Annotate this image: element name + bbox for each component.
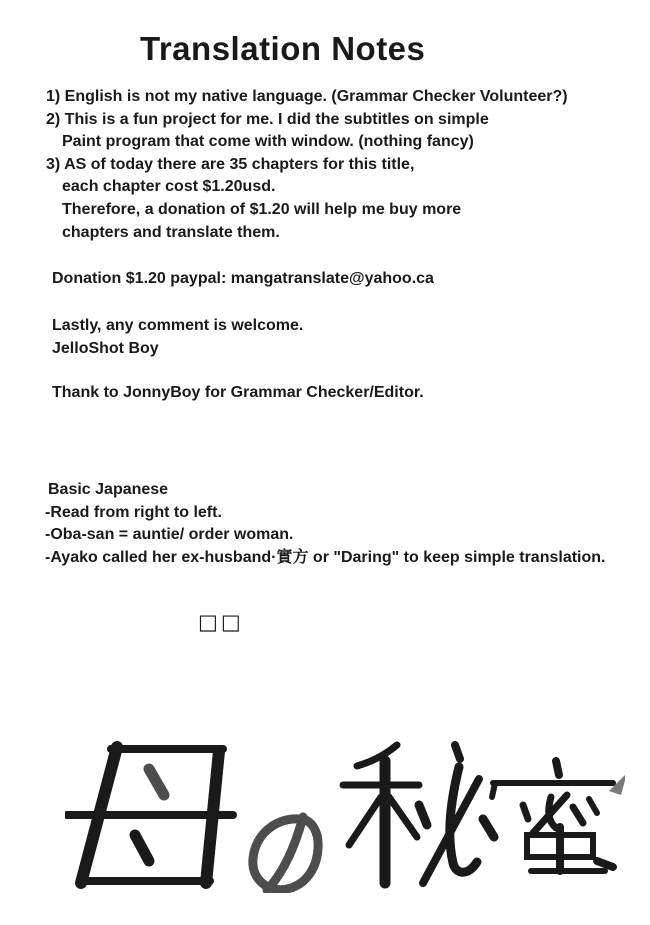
japanese-tip: -Ayako called her ex-husband·實方 or "Daring" to keep simple translation. [45, 548, 606, 566]
kanji-hi-icon [343, 745, 494, 883]
japanese-tip: -Oba-san = auntie/ order woman. [45, 526, 294, 544]
note-line: 1) English is not my native language. (Grammar Checker Volunteer?) [46, 88, 568, 105]
page-title: Translation Notes [140, 30, 426, 67]
missing-glyph-boxes: □□ [198, 610, 244, 634]
note-line: Paint program that come with window. (nothing fancy) [62, 133, 474, 151]
note-line: 3) AS of today there are 35 chapters for this title, [46, 155, 415, 173]
note-line: chapters and translate them. [62, 223, 280, 241]
note-line: 2) This is a fun project for me. I did the subtitles on simple [46, 110, 489, 128]
basic-japanese-section [45, 479, 605, 569]
basic-japanese-heading: Basic Japanese [48, 481, 169, 498]
manga-title-kanji-drawing [65, 733, 625, 893]
kanji-mitsu-icon [492, 761, 625, 871]
closing-line: Lastly, any comment is welcome. [52, 317, 304, 334]
donation-line: Donation $1.20 paypal: mangatranslate@yahoo.ca [52, 270, 434, 287]
manga-title-artwork [65, 733, 625, 893]
japanese-tip: -Read from right to left. [45, 503, 222, 521]
note-line: Therefore, a donation of $1.20 will help me buy more [62, 200, 462, 218]
kanji-haha-icon [67, 747, 233, 883]
kanji-no-icon [253, 817, 318, 890]
numbered-notes [46, 86, 568, 244]
closing-block [52, 315, 303, 360]
note-line: each chapter cost $1.20usd. [62, 178, 276, 196]
translator-name: JelloShot Boy [52, 339, 159, 357]
credit-line: Thank to JonnyBoy for Grammar Checker/Editor. [52, 384, 424, 401]
